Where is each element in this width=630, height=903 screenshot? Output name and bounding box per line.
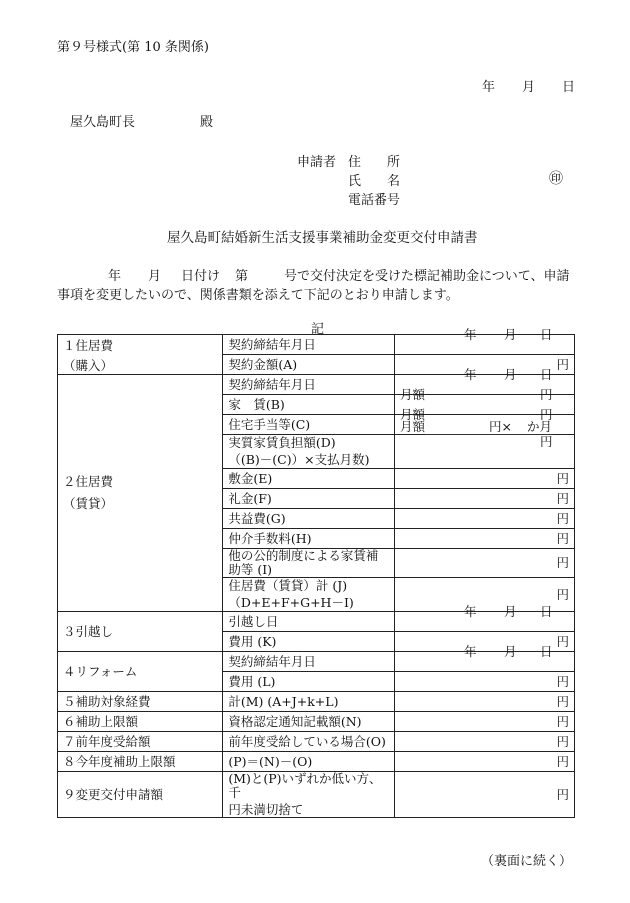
sec8-title: ８今年度補助上限額 [58, 752, 223, 772]
sec1-title: １住居費 [63, 338, 114, 353]
sec2-total-value[interactable]: 円 [394, 578, 574, 612]
day-label: 日 [539, 644, 553, 659]
table-row [58, 692, 575, 712]
month-label: 月 [503, 367, 517, 382]
sec1-contract-amount-label: 契約金額(A) [223, 355, 395, 375]
year-label: 年 [463, 604, 477, 619]
name-label: 氏 名 [348, 174, 401, 189]
sec2-key-money-value[interactable]: 円 [394, 489, 574, 509]
sec6-title: ６補助上限額 [58, 712, 223, 732]
sec4-cost-value[interactable]: 円 [394, 672, 574, 692]
body-day: 日付け [181, 269, 221, 284]
sec2-other-subsidy-value[interactable]: 円 [394, 549, 574, 578]
yen-label: 円 [539, 434, 553, 449]
monthly-label: 月額 [399, 407, 425, 422]
sec9-label-line2: 円未満切捨て [228, 802, 304, 817]
sec2-rent-label: 家 賃(B) [223, 395, 395, 415]
table-row [58, 335, 575, 355]
sec2-actual-label-line1: 実質家賃負担額(D) [228, 435, 336, 450]
sec2-actual-label-line2: （(B)－(C)）×支払月数) [228, 452, 370, 467]
year-label: 年 [463, 327, 477, 342]
document-title: 屋久島町結婚新生活支援事業補助金変更交付申請書 [167, 230, 478, 246]
continued-note: （裏面に続く） [481, 854, 573, 869]
sec2-title: ２住居費 [63, 474, 114, 489]
sec2-common-fee-label: 共益費(G) [223, 509, 395, 529]
sec4-title: ４リフォーム [58, 652, 223, 692]
sec3-title: ３引越し [58, 612, 223, 652]
table-row [58, 772, 575, 818]
body-year: 年 [108, 269, 122, 284]
sec7-title: ７前年度受給額 [58, 732, 223, 752]
table-row [58, 712, 575, 732]
sec6-value[interactable]: 円 [394, 712, 574, 732]
date-day-label: 日 [562, 80, 576, 95]
sec3-date-value[interactable] [394, 604, 574, 632]
address-label: 住 所 [348, 155, 401, 170]
monthly-label: 月額 [399, 387, 425, 402]
sec1-contract-amount-value[interactable]: 円 [394, 355, 574, 375]
sec5-value[interactable]: 円 [394, 692, 574, 712]
sec2-deposit-value[interactable]: 円 [394, 469, 574, 489]
sec9-label-line1: (M)と(P)いずれか低い方、千 [228, 771, 382, 800]
month-label: 月 [503, 327, 517, 342]
sec2-cell [58, 375, 223, 612]
sec4-contract-date-value[interactable] [394, 644, 574, 672]
calc-divider [425, 434, 553, 435]
sec1-contract-date-label: 契約締結年月日 [223, 335, 395, 355]
phone-label: 電話番号 [348, 193, 401, 208]
sec2-actual-value[interactable] [394, 419, 574, 469]
sec7-label: 前年度受給している場合(O) [223, 732, 395, 752]
table-row [58, 612, 575, 632]
sec3-cost-label: 費用 (K) [223, 632, 395, 652]
sec1-sub: （購入） [63, 358, 114, 373]
sec1-contract-date-value[interactable] [394, 327, 574, 355]
sec2-total-label-line1: 住居費（賃貸）計 (J) [228, 578, 348, 593]
sec2-total-label-line2: （D+E+F+G+H－I) [228, 595, 354, 610]
sec3-cost-value[interactable]: 円 [394, 632, 574, 652]
sec2-other-subsidy-label: 他の公的制度による家賃補助等 (I) [223, 549, 395, 578]
year-label: 年 [463, 367, 477, 382]
month-label: 月 [503, 604, 517, 619]
yen-times-label: 円× [488, 419, 512, 434]
day-label: 日 [539, 327, 553, 342]
sec3-date-label: 引越し日 [223, 612, 395, 632]
table-row [58, 732, 575, 752]
date-month-label: 月 [522, 80, 536, 95]
sec2-common-fee-value[interactable]: 円 [394, 509, 574, 529]
day-label: 日 [539, 367, 553, 382]
sec9-label [223, 772, 395, 818]
body-month: 月 [148, 269, 162, 284]
body-number-prefix: 第 [235, 269, 249, 284]
sec7-value[interactable]: 円 [394, 732, 574, 752]
body-line1-rest: 号で交付決定を受けた標記補助金について、申請 [284, 269, 570, 284]
sec5-title: ５補助対象経費 [58, 692, 223, 712]
sec2-deposit-label: 敷金(E) [223, 469, 395, 489]
monthly-label: 月額 [399, 419, 425, 434]
ki-heading: 記 [311, 322, 325, 337]
seal-mark: ㊞ [549, 171, 563, 187]
sec9-title: ９変更交付申請額 [58, 772, 223, 818]
sec2-brokerage-label: 仲介手数料(H) [223, 529, 395, 549]
sec4-cost-label: 費用 (L) [223, 672, 395, 692]
sec2-contract-date-label: 契約締結年月日 [223, 375, 395, 395]
month-label: 月 [503, 644, 517, 659]
application-table [57, 327, 575, 818]
sec2-actual-label [223, 435, 395, 469]
sec9-value[interactable]: 円 [394, 772, 574, 818]
year-label: 年 [463, 644, 477, 659]
yen-label: 円 [539, 407, 553, 422]
day-label: 日 [539, 604, 553, 619]
sec2-key-money-label: 礼金(F) [223, 489, 395, 509]
months-label: か月 [526, 419, 552, 434]
sec6-label: 資格認定通知記載額(N) [223, 712, 395, 732]
sec8-value[interactable]: 円 [394, 752, 574, 772]
sec2-brokerage-value[interactable]: 円 [394, 529, 574, 549]
sec2-total-label [223, 578, 395, 612]
form-number: 第９号様式(第 10 条関係) [57, 40, 209, 55]
sec2-allowance-label: 住宅手当等(C) [223, 415, 395, 435]
sec1-cell [58, 335, 223, 375]
date-year-label: 年 [482, 80, 496, 95]
sec5-label: 計(M) (A+J+k+L) [223, 692, 395, 712]
applicant-label: 申請者 [297, 155, 337, 170]
table-row [58, 752, 575, 772]
sec8-label: (P)＝(N)－(O) [223, 752, 395, 772]
sec4-contract-date-label: 契約締結年月日 [223, 652, 395, 672]
addressee: 屋久島町長 [70, 115, 136, 130]
table-row [58, 652, 575, 672]
table-row [58, 375, 575, 395]
body-line2: 事項を変更したいので、関係書類を添えて下記のとおり申請します。 [57, 288, 459, 303]
sec2-sub: （賃貸） [63, 496, 114, 511]
honorific: 殿 [200, 115, 214, 130]
yen-label: 円 [539, 387, 553, 402]
